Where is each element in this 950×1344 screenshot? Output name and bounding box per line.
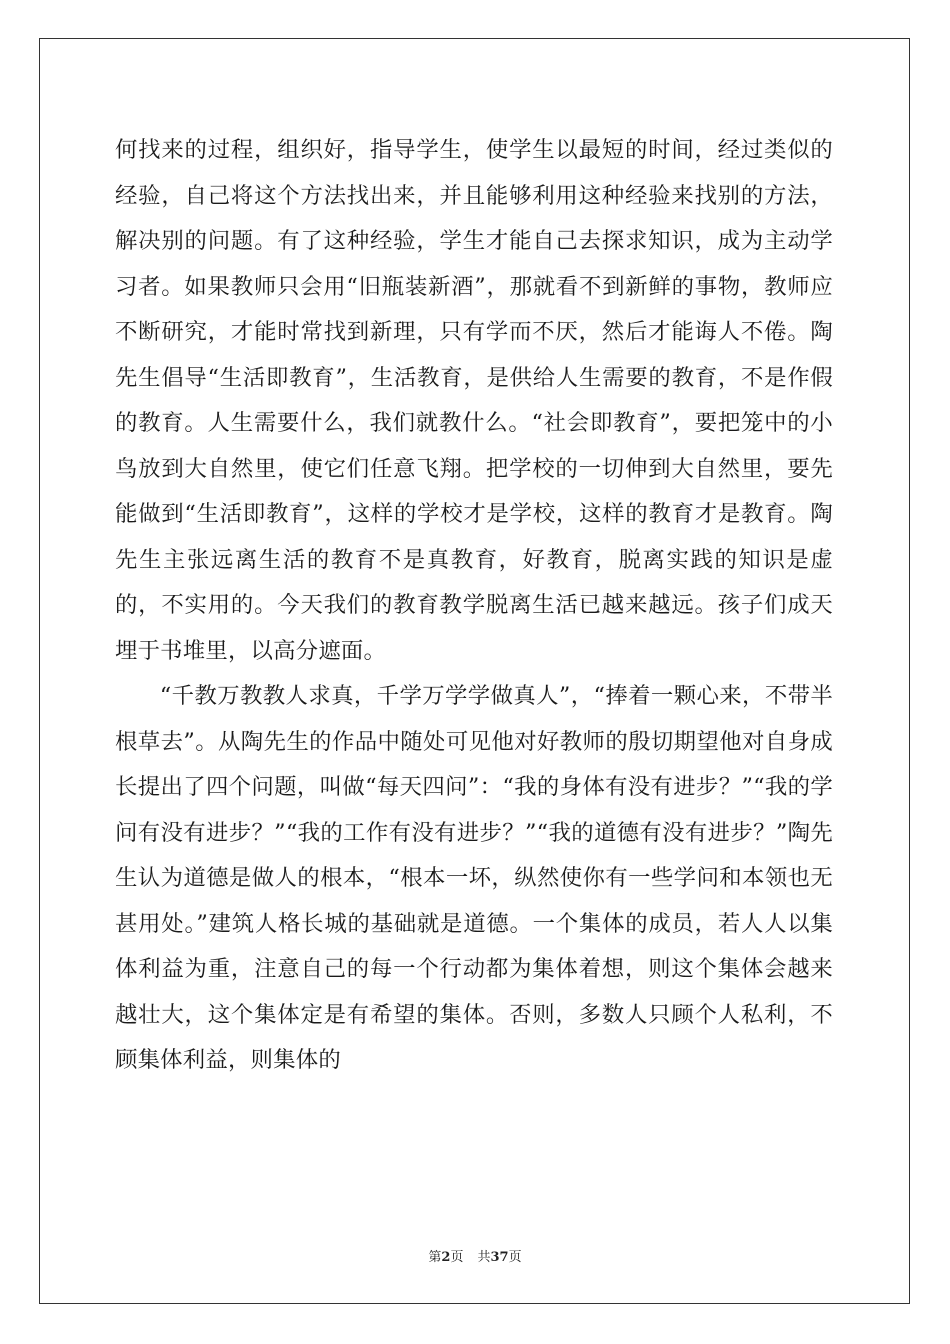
- total-prefix: 共: [477, 1250, 491, 1265]
- paragraph-continued: 何找来的过程，组织好，指导学生，使学生以最短的时间，经过类似的经验，自己将这个方法找出来，并且能够利用这种经验来找别的方法，解决别的问题。有了这种经验，学生才能自己去探求知识，成为主动学习者。如果教师只会用“旧瓶装新酒”，那就看不到新鲜的事物，教师应不断研究，才能时常找到新理，只有学而不厌，然后才能诲人不倦。陶先生倡导“生活即教育”，生活教育，是供给人生需要的教育，不是作假的教育。人生需要什么，我们就教什么。“社会即教育”，要把笼中的小鸟放到大自然里，使它们任意飞翔。把学校的一切伸到大自然里，要先能做到“生活即教育”，这样的学校才是学校，这样的教育才是教育。陶先生主张远离生活的教育不是真教育，好教育，脱离实践的知识是虚的，不实用的。今天我们的教育教学脱离生活已越来越远。孩子们成天埋于书堆里，以高分遮面。: [115, 137, 833, 664]
- page-prefix: 第: [428, 1250, 442, 1265]
- document-body: [115, 128, 833, 1084]
- page-number: 2: [441, 1250, 451, 1265]
- page-footer: [0, 1246, 950, 1265]
- paragraph-tao-quotes: “千教万教教人求真，千学万学学做真人”，“捧着一颗心来，不带半根草去”。从陶先生的作品中随处可见他对好教师的殷切期望他对自身成长提出了四个问题，叫做“每天四问”：“我的身体有没有进步？”“我的学问有没有进步？”“我的工作有没有进步？”“我的道德有没有进步？”陶先生认为道德是做人的根本，“根本一坏，纵然使你有一些学问和本领也无甚用处。”建筑人格长城的基础就是道德。一个集体的成员，若人人以集体利益为重，注意自己的每一个行动都为集体着想，则这个集体会越来越壮大，这个集体定是有希望的集体。否则，多数人只顾个人私利，不顾集体利益，则集体的: [115, 683, 833, 1073]
- total-suffix: 页: [508, 1250, 522, 1265]
- total-pages: 37: [490, 1250, 509, 1265]
- page-suffix: 页: [450, 1250, 464, 1265]
